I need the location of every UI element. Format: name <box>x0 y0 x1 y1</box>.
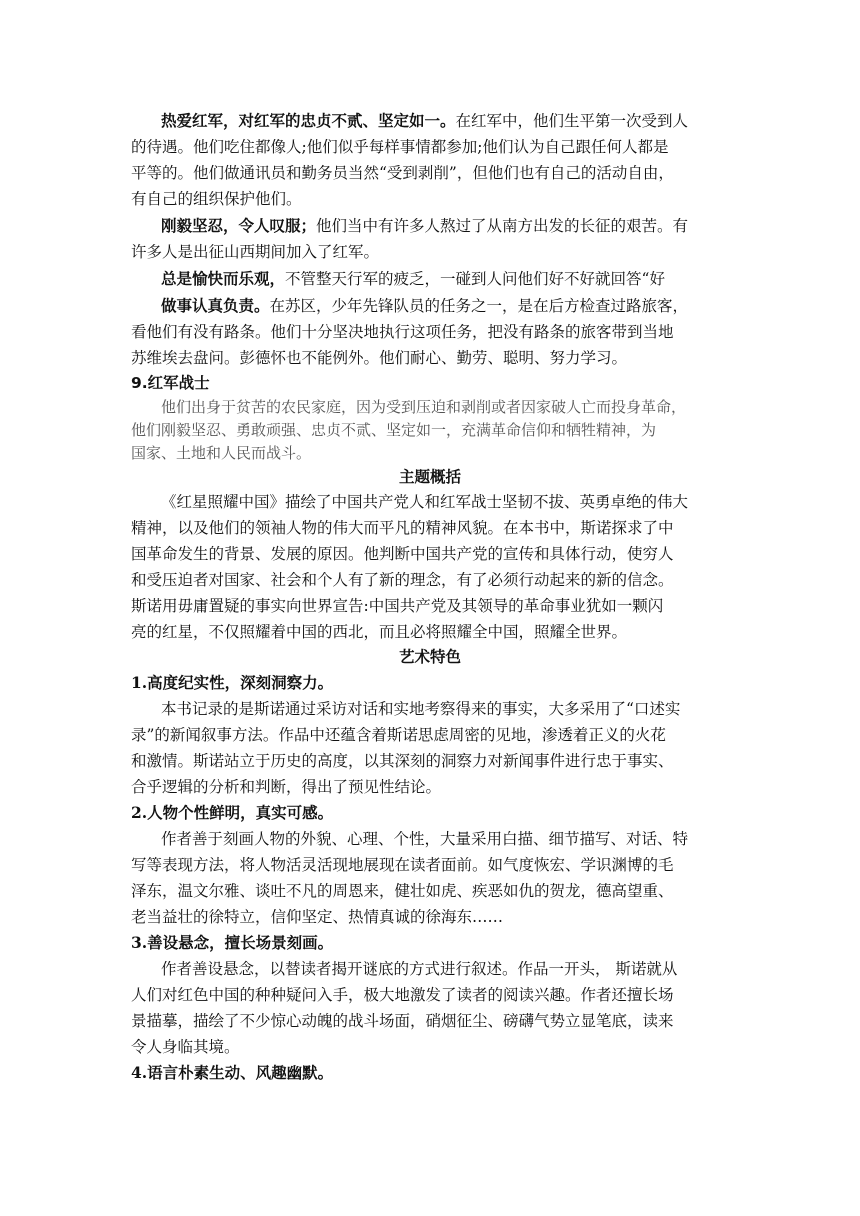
paragraph-line <box>161 268 665 290</box>
paragraph-line: 亮的红星，不仅照耀着中国的西北，而且必将照耀全中国，照耀全世界。 <box>131 623 628 641</box>
paragraph-line: 苏维埃去盘问。彭德怀也不能例外。他们耐心、勤劳、聪明、努力学习。 <box>131 349 628 367</box>
paragraph-line: 平等的。他们做通讯员和勤务员当然“受到剥削”，但他们也有自己的活动自由， <box>131 164 674 182</box>
paragraph-line: 作者善于刻画人物的外貌、心理、个性，大量采用白描、细节描写、对话、特 <box>161 830 689 848</box>
section-title: 艺术特色 <box>398 647 461 666</box>
paragraph-line: 国家、土地和人民而战斗。 <box>131 444 312 462</box>
text: 不管整天行军的疲乏，一碰到人问他们好不好就回答“好 <box>285 270 665 288</box>
paragraph-line <box>161 295 688 317</box>
paragraph-line: 他们刚毅坚忍、勇敢顽强、忠贞不贰、坚定如一，充满革命信仰和牺牲精神，为 <box>131 421 657 439</box>
paragraph-line: 本书记录的是斯诺通过采访对话和实地考察得来的事实，大多采用了“口述实 <box>161 700 681 718</box>
paragraph-line <box>161 110 688 132</box>
paragraph-line: 老当益壮的徐特立，信仰坚定、热情真诚的徐海东…… <box>131 908 504 926</box>
paragraph-line: 精神，以及他们的领袖人物的伟大而平凡的精神风貌。在本书中，斯诺探求了中 <box>131 519 674 537</box>
paragraph-line: 看他们有没有路条。他们十分坚决地执行这项任务，把没有路条的旅客带到当地 <box>131 323 674 341</box>
paragraph-line: 录”的新闻叙事方法。作品中还蕴含着斯诺思虑周密的见地，渗透着正义的火花 <box>131 726 666 744</box>
subsection-heading: 4.语言朴素生动、风趣幽默。 <box>131 1063 334 1082</box>
paragraph-line: 的待遇。他们吃住都像人;他们似乎每样事情都参加;他们认为自己跟任何人都是 <box>131 138 669 156</box>
paragraph-line <box>161 215 688 237</box>
paragraph-line: 写等表现方法，将人物活灵活现地展现在读者面前。如气度恢宏、学识渊博的毛 <box>131 856 674 874</box>
subsection-heading: 1.高度纪实性，深刻洞察力。 <box>131 673 334 692</box>
subsection-heading: 2.人物个性鲜明，真实可感。 <box>131 803 334 822</box>
bold-lead: 刚毅坚忍，令人叹服； <box>161 216 317 235</box>
paragraph-line: 泽东，温文尔雅、谈吐不凡的周恩来，健壮如虎、疾恶如仇的贺龙，德高望重、 <box>131 882 674 900</box>
paragraph-line: 和受压迫者对国家、社会和个人有了新的理念，有了必须行动起来的新的信念。 <box>131 571 674 589</box>
section-heading: 9.红军战士 <box>131 374 210 392</box>
text: 在苏区，少年先锋队员的任务之一，是在后方检查过路旅客， <box>269 297 689 315</box>
paragraph-line: 斯诺用毋庸置疑的事实向世界宣告:中国共产党及其领导的革命事业犹如一颗闪 <box>131 597 664 615</box>
paragraph-line: 令人身临其境。 <box>131 1038 240 1056</box>
paragraph-line: 国革命发生的背景、发展的原因。他判断中国共产党的宣传和具体行动，使穷人 <box>131 545 674 563</box>
paragraph-line: 合乎逻辑的分析和判断，得出了预见性结论。 <box>131 778 442 796</box>
text: 他们当中有许多人熬过了从南方出发的长征的艰苦。有 <box>316 217 689 235</box>
paragraph-line: 和激情。斯诺站立于历史的高度，以其深刻的洞察力对新闻事件进行忠于事实、 <box>131 752 674 770</box>
subsection-heading: 3.善设悬念，擅长场景刻画。 <box>131 933 334 952</box>
paragraph-line: 《红星照耀中国》描绘了中国共产党人和红军战士坚韧不拔、英勇卓绝的伟大 <box>161 493 689 511</box>
paragraph-line: 作者善设悬念，以替读者揭开谜底的方式进行叙述。作品一开头， 斯诺就从 <box>161 960 678 978</box>
bold-lead: 做事认真负责。 <box>161 296 270 315</box>
paragraph-line: 人们对红色中国的种种疑问入手，极大地激发了读者的阅读兴趣。作者还擅长场 <box>131 986 674 1004</box>
paragraph-line: 景描摹，描绘了不少惊心动魄的战斗场面，硝烟征尘、磅礴气势立显笔底，读来 <box>131 1012 674 1030</box>
bold-lead: 总是愉快而乐观， <box>161 269 286 288</box>
section-title: 主题概括 <box>398 467 461 486</box>
paragraph-line: 他们出身于贫苦的农民家庭，因为受到压迫和剥削或者因家破人亡而投身革命， <box>161 398 687 416</box>
bold-lead: 热爱红军，对红军的忠贞不贰、坚定如一。 <box>161 111 456 130</box>
paragraph-line: 许多人是出征山西期间加入了红军。 <box>131 243 380 261</box>
text: 在红军中，他们生平第一次受到人 <box>455 112 689 130</box>
paragraph-line: 有自己的组织保护他们。 <box>131 190 302 208</box>
